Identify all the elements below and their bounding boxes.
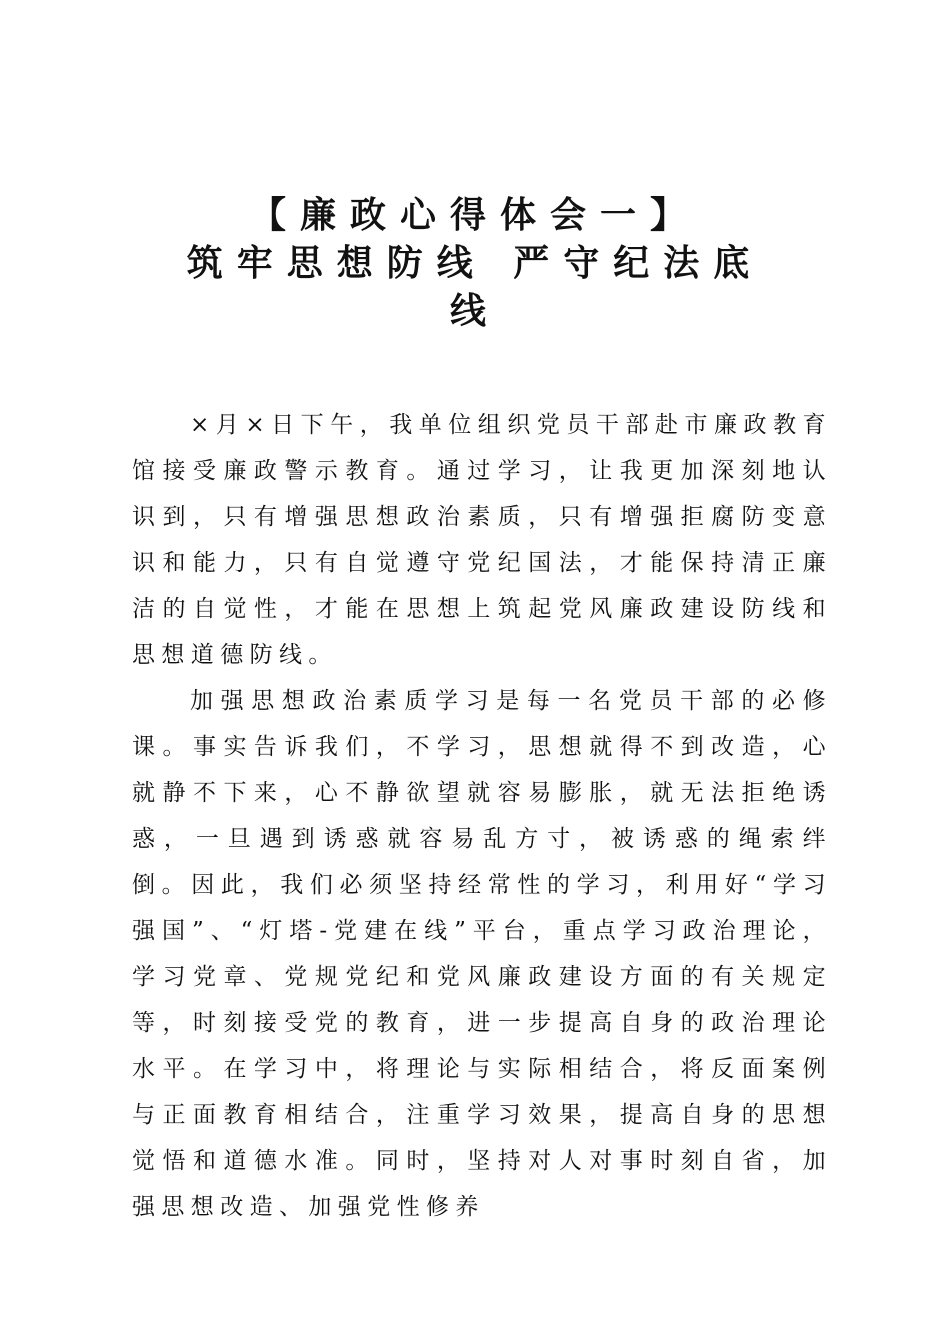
document-title [130,192,820,336]
title-line-2: 筑牢思想防线 严守纪法底 [186,243,764,284]
paragraph-1: ×月×日下午，我单位组织党员干部赴市廉政教育馆接受廉政警示教育。通过学习，让我更加深刻地认识到，只有增强思想政治素质，只有增强拒腐防变意识和能力，只有自觉遵守党纪国法，才能保持清正廉洁的自觉性，才能在思想上筑起党风廉政建设防线和思想道德防线。 [132,412,832,668]
document-body [132,402,832,1230]
title-line-3: 线 [449,291,500,332]
paragraph-2: 加强思想政治素质学习是每一名党员干部的必修课。事实告诉我们，不学习，思想就得不到改造，心就静不下来，心不静欲望就容易膨胀，就无法拒绝诱惑，一旦遇到诱惑就容易乱方寸，被诱惑的绳索绊倒。因此，我们必须坚持经常性的学习，利用好“学习强国”、“灯塔-党建在线”平台，重点学习政治理论，学习党章、党规党纪和党风廉政建设方面的有关规定等，时刻接受党的教育，进一步提高自身的政治理论水平。在学习中，将理论与实际相结合，将反面案例与正面教育相结合，注重学习效果，提高自身的思想觉悟和道德水准。同时，坚持对人对事时刻自省，加强思想改造、加强党性修养 [132,688,832,1220]
title-line-1: 【廉政心得体会一】 [249,195,700,236]
